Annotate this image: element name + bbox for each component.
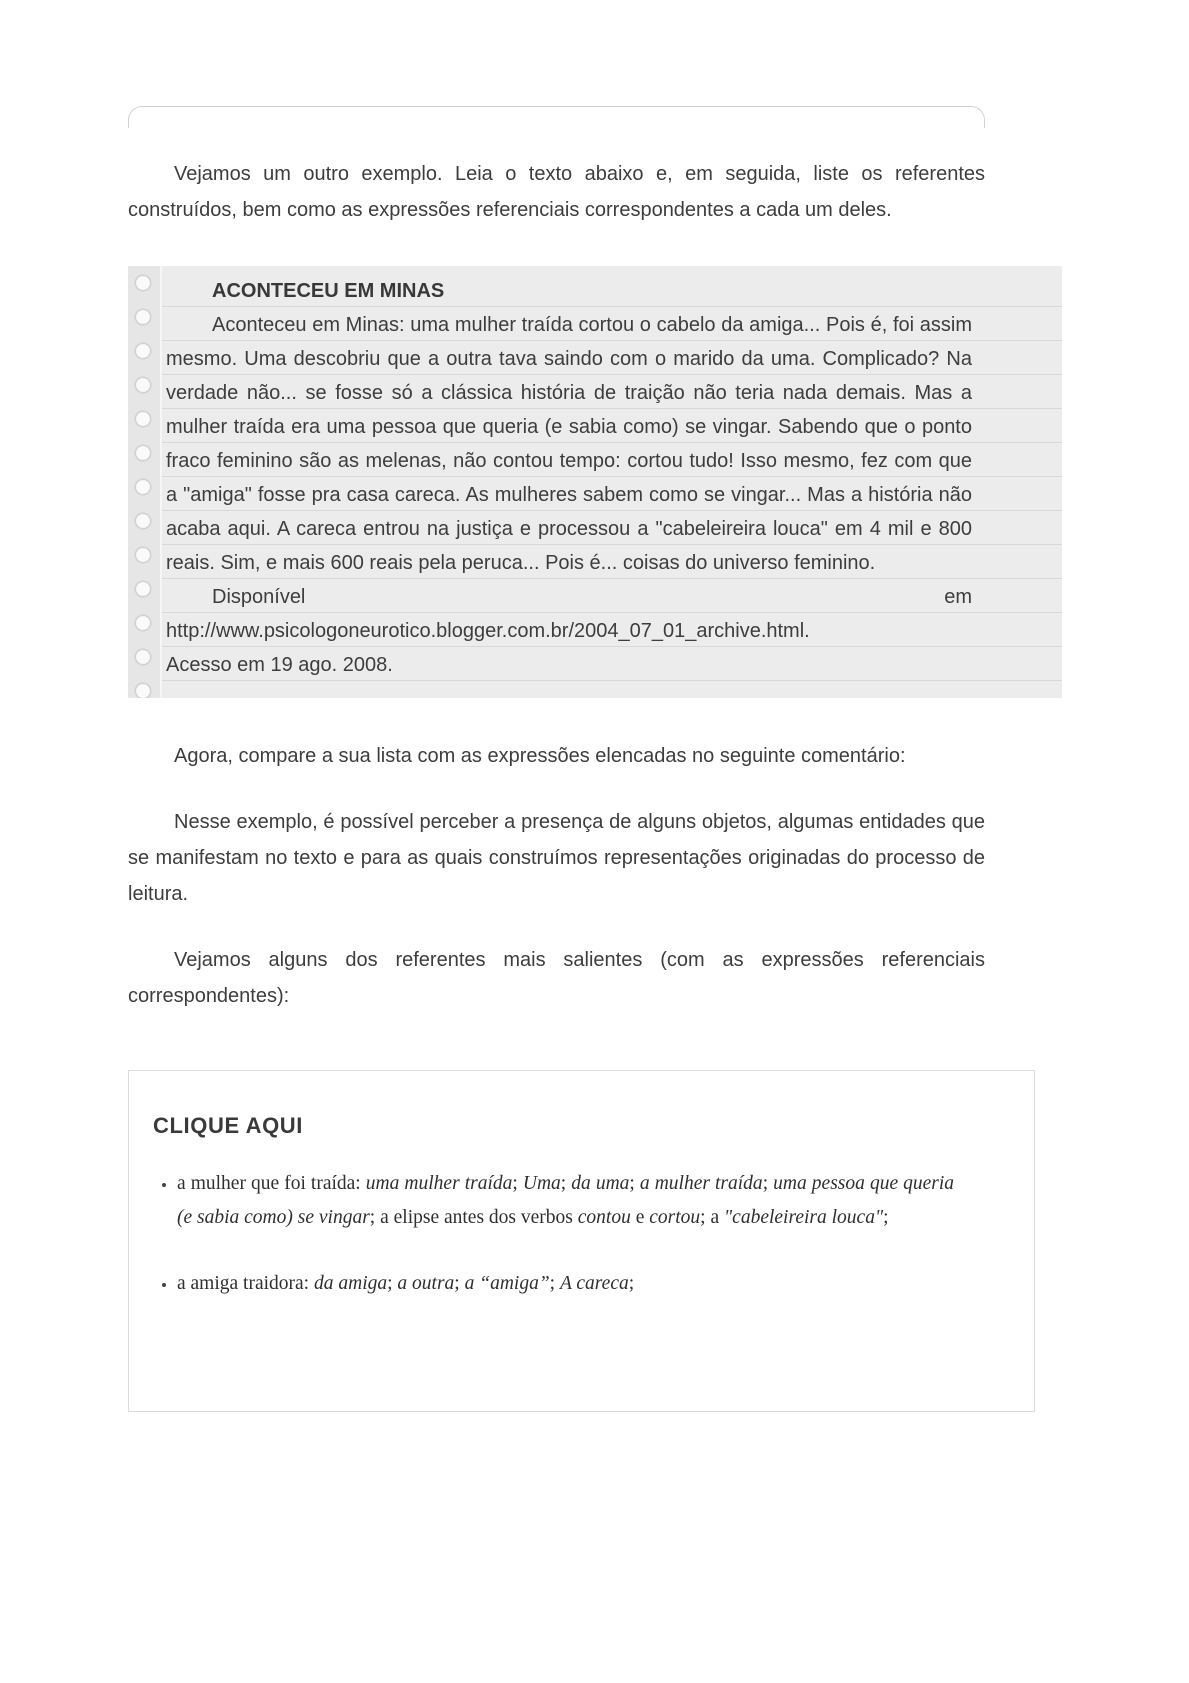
source-url: http://www.psicologoneurotico.blogger.com.br/2004_07_01_archive.html. bbox=[166, 620, 810, 642]
card-top-border bbox=[128, 106, 985, 128]
intro-paragraph: Vejamos um outro exemplo. Leia o texto abaixo e, em seguida, liste os referentes construídos, bem como as expressões referenciais correspondentes a cada um deles. bbox=[128, 163, 985, 221]
spiral-holes-decoration bbox=[128, 266, 162, 698]
notebook-title: ACONTECEU EM MINAS bbox=[212, 280, 445, 302]
referents-list bbox=[153, 1167, 954, 1301]
source-access-date: Acesso em 19 ago. 2008. bbox=[166, 654, 393, 676]
example-paragraph: Nesse exemplo, é possível perceber a presença de alguns objetos, algumas entidades que se manifestam no texto e para as quais construímos representações originadas do processo de leitura. bbox=[128, 811, 985, 905]
clique-aqui-box bbox=[128, 1070, 1035, 1412]
source-label-em: em bbox=[944, 586, 972, 608]
content-column bbox=[128, 0, 1062, 1412]
list-item-traida: • a mulher que foi traída: uma mulher traída; Uma; da uma; a mulher traída; uma pessoa que queria (e sabia como) se vingar; a elipse antes dos verbos contou e cortou; a "cabeleireira louca"; bbox=[177, 1167, 954, 1235]
compare-paragraph: Agora, compare a sua lista com as expressões elencadas no seguinte comentário: bbox=[174, 745, 906, 767]
notebook-quote-box bbox=[128, 266, 1062, 698]
notebook-body-text: Aconteceu em Minas: uma mulher traída cortou o cabelo da amiga... Pois é, foi assim mesmo. Uma descobriu que a outra tava saindo com o marido da uma. Complicado? Na verdade não... se fosse só a clássica história de traição não teria nada demais. Mas a mulher traída era uma pessoa que queria (e sabia como) se vingar. Sabendo que o ponto fraco feminino são as melenas, não contou tempo: cortou tudo! Isso mesmo, fez com que a "amiga" fosse pra casa careca. As mulheres sabem como se vingar... Mas a história não acaba aqui. A careca entrou na justiça e processou a "cabeleireira louca" em 4 mil e 800 reais. Sim, e mais 600 reais pela peruca... Pois é... coisas do universo feminino. bbox=[166, 314, 972, 574]
source-availability-line bbox=[166, 580, 972, 614]
clique-aqui-button[interactable]: CLIQUE AQUI bbox=[153, 1113, 304, 1138]
referents-paragraph: Vejamos alguns dos referentes mais salientes (com as expressões referenciais correspondentes): bbox=[128, 949, 985, 1007]
list-item-traidora: • a amiga traidora: da amiga; a outra; a “amiga”; A careca; bbox=[177, 1267, 954, 1301]
source-label: Disponível bbox=[212, 586, 306, 608]
